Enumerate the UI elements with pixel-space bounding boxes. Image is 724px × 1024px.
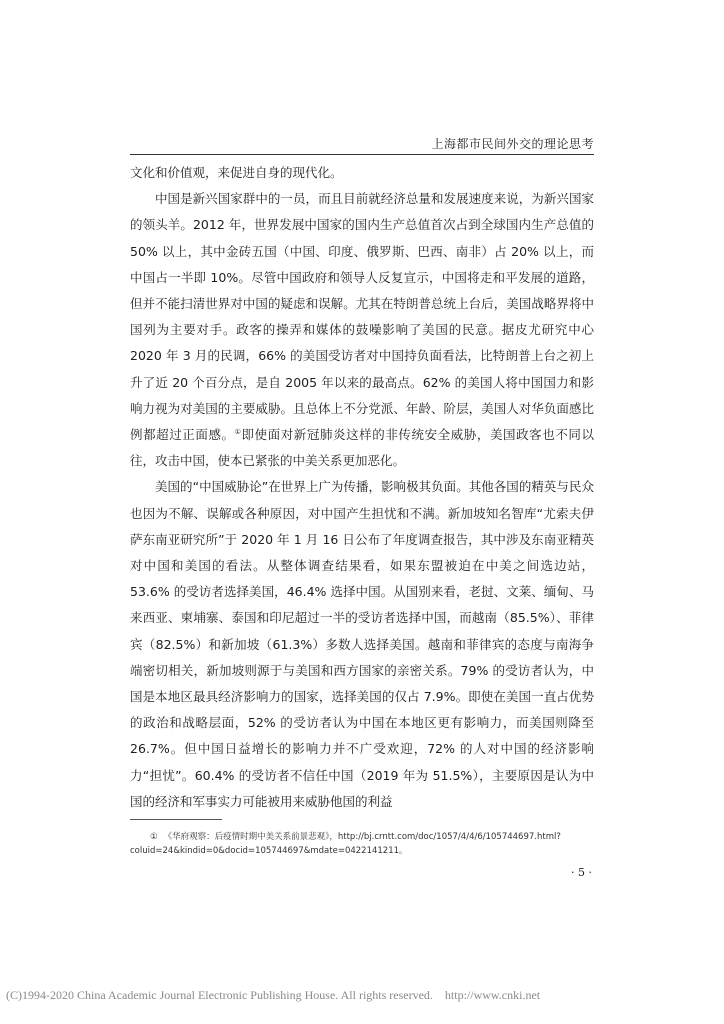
copyright-text: (C)1994-2020 China Academic Journal Electronic Publishing House. All rights reserved. xyxy=(6,988,433,1002)
paragraph-2 xyxy=(130,186,594,474)
paragraph-3: 美国的“中国威胁论”在世界上广为传播，影响极其负面。其他各国的精英与民众也因为不解、误解或各种原因，对中国产生担忧和不满。新加坡知名智库“尤索夫伊萨东南亚研究所”于 2020 年 1 月 16 日公布了年度调查报告，其中涉及东南亚精英对中国和美国的看法。从整体调查结果看，如果东盟被迫在中美之间选边站，53.6% 的受访者选择美国，46.4% 选择中国。从国别来看，老挝、文莱、缅甸、马来西亚、柬埔寨、泰国和印尼超过一半的受访者选择中国，而越南（85.5%）、菲律宾（82.5%）和新加坡（61.3%）多数人选择美国。越南和菲律宾的态度与南海争端密切相关，新加坡则源于与美国和西方国家的亲密关系。79% 的受访者认为，中国是本地区最具经济影响力的国家，选择美国的仅占 7.9%。即使在美国一直占优势的政治和战略层面，52% 的受访者认为中国在本地区更有影响力，而美国则降至 26.7%。但中国日益增长的影响力并不广受欢迎，72% 的人对中国的经济影响力“担忧”。60.4% 的受访者不信任中国（2019 年为 51.5%），主要原因是认为中国的经济和军事实力可能被用来威胁他国的利益 xyxy=(130,479,594,809)
copyright-link[interactable]: http://www.cnki.net xyxy=(444,988,541,1002)
page-number: · 5 · xyxy=(571,866,592,879)
copyright-line xyxy=(6,988,540,1003)
footnote-divider xyxy=(130,819,222,820)
paragraph-2-text: 中国是新兴国家群中的一员，而且目前就经济总量和发展速度来说，为新兴国家的领头羊。2012 年，世界发展中国家的国内生产总值首次占到全球国内生产总值的 50% 以上，其中金砖五国（中国、印度、俄罗斯、巴西、南非）占 20% 以上，而中国占一半即 10%。尽管中国政府和领导人反复宣示，中国将走和平发展的道路，但并不能扫清世界对中国的疑虑和误解。尤其在特朗普总统上台后，美国战略界将中国列为主要对手。政客的操弄和媒体的鼓噪影响了美国的民意。据皮尤研究中心 2020 年 3 月的民调，66% 的美国受访者对中国持负面看法，比特朗普上台之初上升了近 20 个百分点，是自 2005 年以来的最高点。62% 的美国人将中国国力和影响力视为对美国的主要威胁。且总体上不分党派、年龄、阶层，美国人对华负面感比例都超过正面感。 xyxy=(130,191,594,443)
footnote-text: 《华府观察：后疫情时期中美关系前景悲观》，http://bj.crntt.com/doc/1057/4/4/6/105744697.html?coluid=24&kindid=0&docid=105744697&mdate=0422141211。 xyxy=(130,832,561,856)
footnote-ref[interactable]: ① xyxy=(234,427,242,436)
footnote-marker: ① xyxy=(150,832,158,842)
header-divider xyxy=(130,154,594,155)
paragraph-1: 文化和价值观，来促进自身的现代化。 xyxy=(130,165,343,180)
footnote xyxy=(130,830,594,858)
paragraph-2-tail: 即使面对新冠肺炎这样的非传统安全威胁，美国政客也不同以往，攻击中国，使本已紧张的中美关系更加恶化。 xyxy=(130,427,594,469)
running-header: 上海都市民间外交的理论思考 xyxy=(431,137,594,151)
article-body xyxy=(130,160,594,815)
